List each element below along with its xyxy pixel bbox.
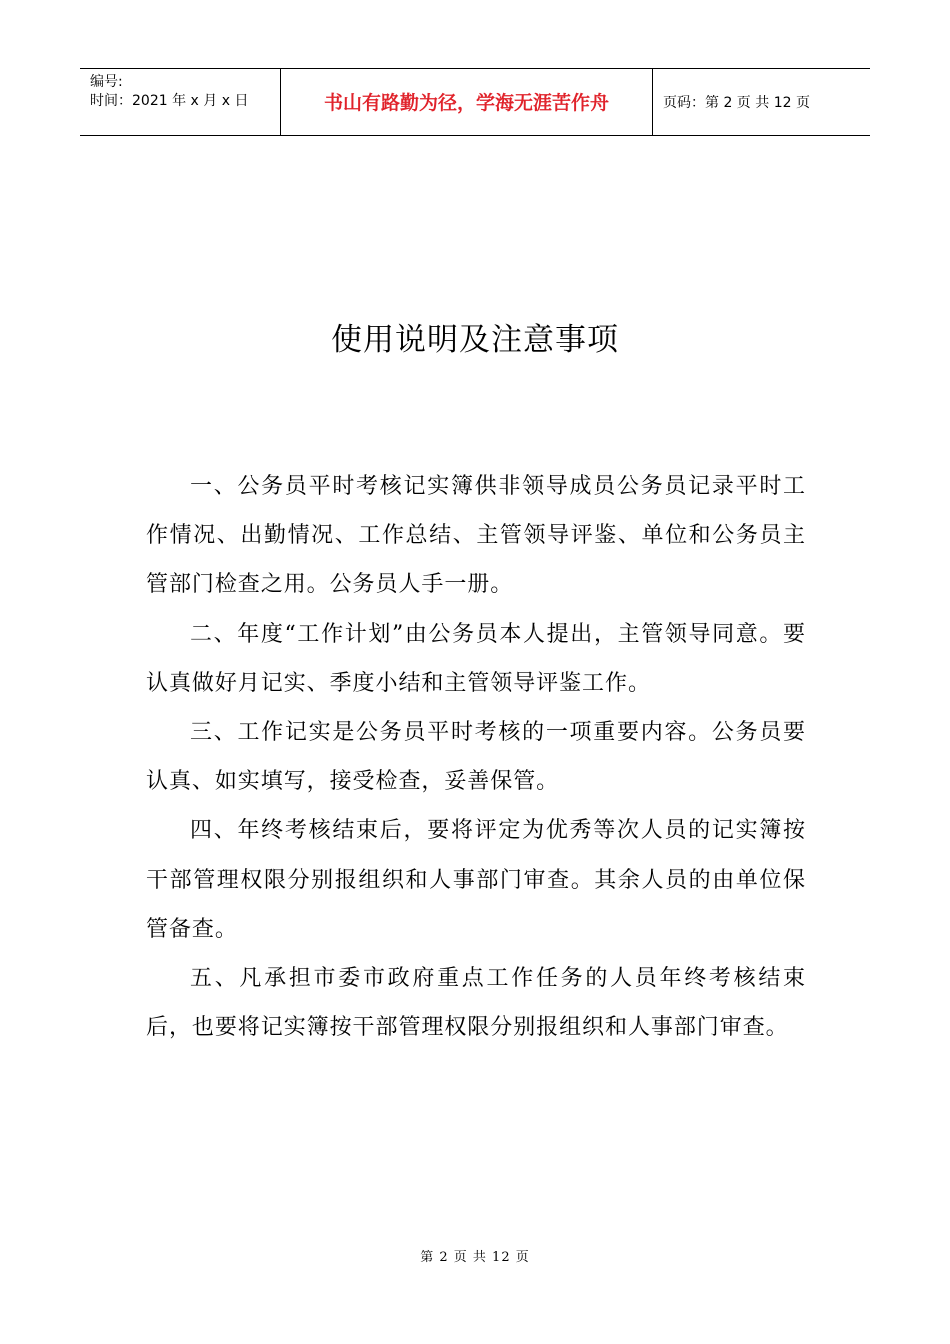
paragraph-3: 三、工作记实是公务员平时考核的一项重要内容。公务员要认真、如实填写，接受检查，妥善保管。 (146, 720, 806, 795)
paragraph-5: 五、凡承担市委市政府重点工作任务的人员年终考核结束后，也要将记实簿按干部管理权限分别报组织和人事部门审查。 (146, 966, 806, 1041)
document-number-label: 编号: (90, 74, 123, 90)
header-motto-cell (281, 69, 653, 135)
header-motto: 书山有路勤为径，学海无涯苦作舟 (323, 91, 609, 114)
header-page-info: 页码：第 2 页 共 12 页 (663, 95, 810, 111)
header-page-cell (653, 69, 870, 135)
page-footer: 第 2 页 共 12 页 (420, 1250, 530, 1265)
header-meta-cell (80, 69, 281, 135)
paragraph-2: 二、年度“工作计划”由公务员本人提出，主管领导同意。要认真做好月记实、季度小结和主管领导评鉴工作。 (146, 621, 806, 696)
paragraph-1: 一、公务员平时考核记实簿供非领导成员公务员记录平时工作情况、出勤情况、工作总结、主管领导评鉴、单位和公务员主管部门检查之用。公务员人手一册。 (146, 474, 806, 598)
header-table (80, 68, 870, 136)
paragraph-4: 四、年终考核结束后，要将评定为优秀等次人员的记实簿按干部管理权限分别报组织和人事部门审查。其余人员的由单位保管备查。 (146, 818, 806, 942)
document-body (146, 462, 806, 1052)
page-title: 使用说明及注意事项 (331, 322, 619, 358)
document-date-label: 时间：2021 年 x 月 x 日 (90, 93, 249, 109)
